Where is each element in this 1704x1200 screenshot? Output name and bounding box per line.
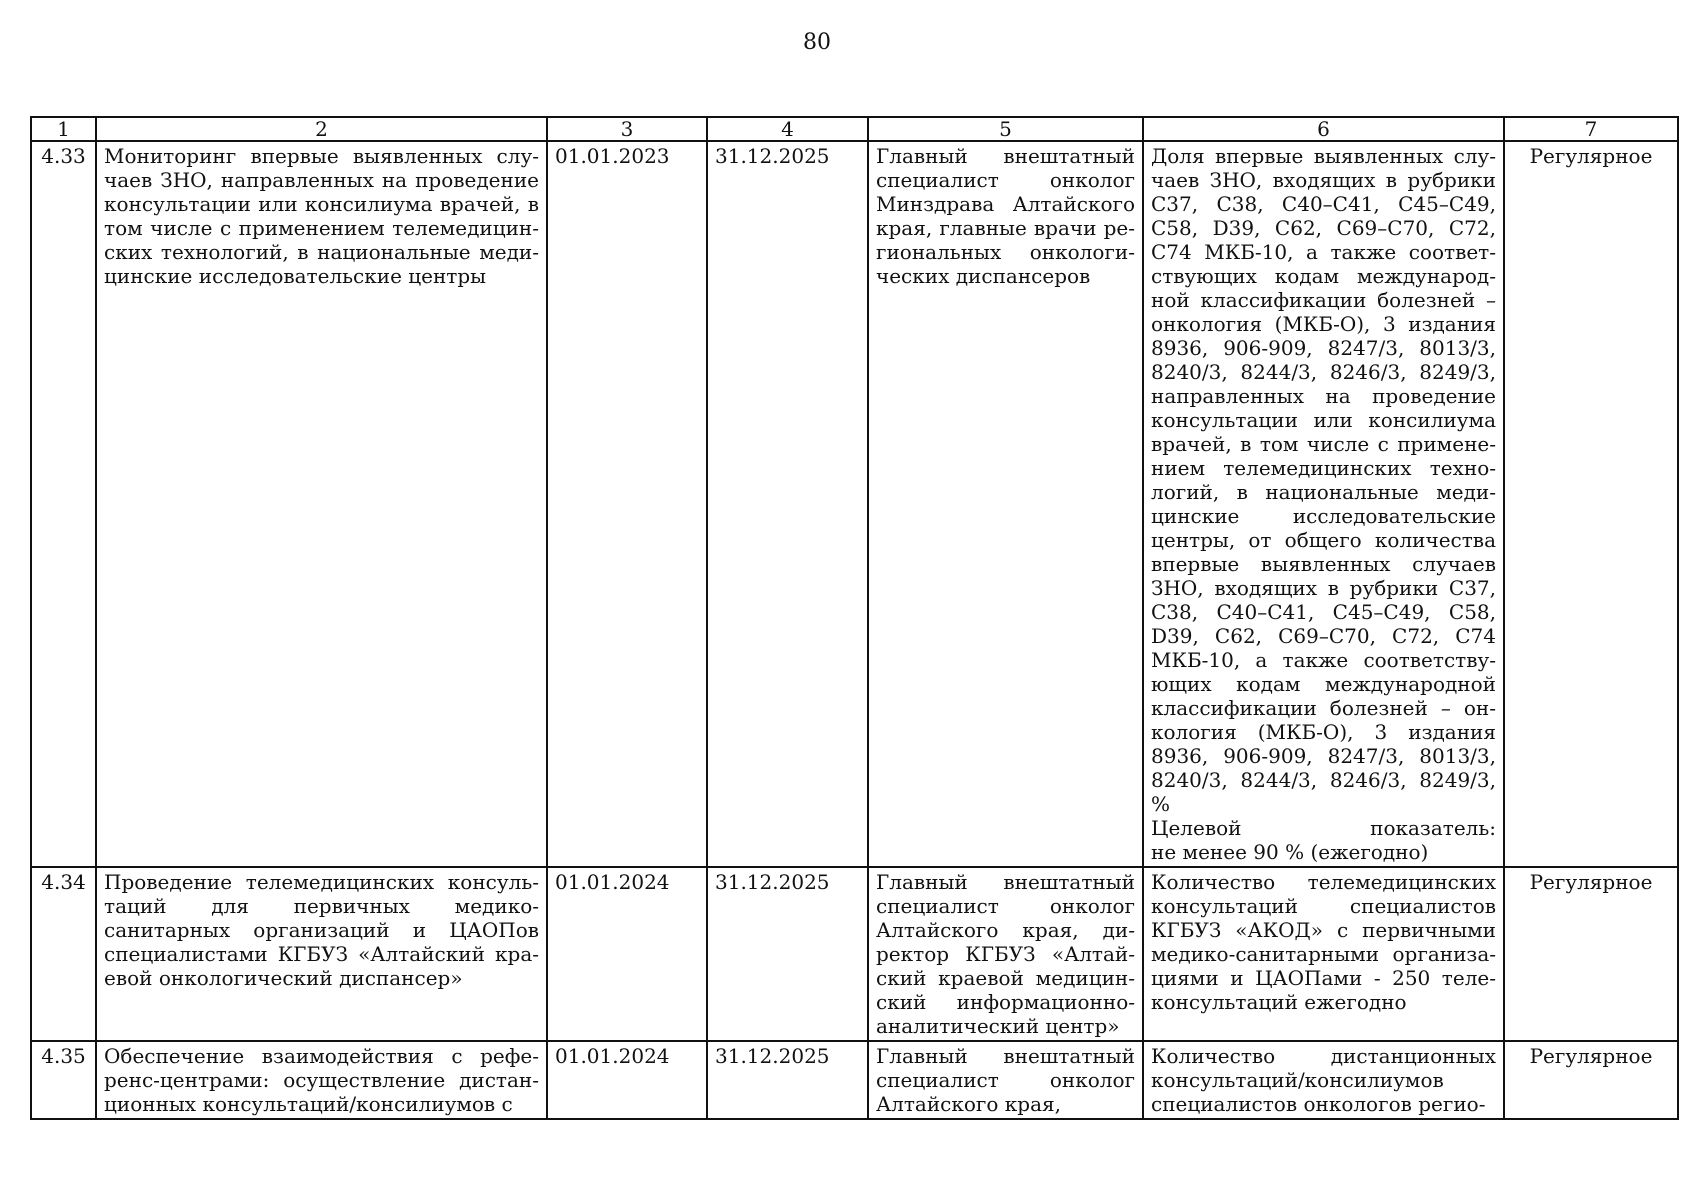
text-line: чаев ЗНО, входящих в рубрики [1151, 168, 1496, 192]
text-line: онкология (МКБ-О), 3 издания [1151, 312, 1496, 336]
type-cell: Регулярное [1504, 141, 1678, 867]
text-line: Количество телемедицинских [1151, 870, 1496, 894]
text-line: С58, D39, С62, С69–С70, С72, [1151, 216, 1496, 240]
type-cell: Регулярное [1504, 1041, 1678, 1119]
text-line: ректор КГБУЗ «Алтай- [876, 942, 1135, 966]
text-line: медико-санитарными организа- [1151, 942, 1496, 966]
text-line: ствующих кодам международ- [1151, 264, 1496, 288]
header-cell: 4 [707, 117, 868, 141]
text-line: ренс-центрами: осуществление дистан- [104, 1068, 539, 1092]
text-line: С37, С38, С40–С41, С45–С49, [1151, 192, 1496, 216]
header-row [31, 117, 1678, 141]
text-line: врачей, в том числе с примене- [1151, 432, 1496, 456]
start-date-cell: 01.01.2024 [547, 1041, 707, 1119]
event-cell [96, 867, 547, 1041]
row-number-cell: 4.34 [31, 867, 96, 1041]
text-line: ских технологий, в национальные меди- [104, 240, 539, 264]
responsible-cell [868, 1041, 1143, 1119]
text-line: специалистами КГБУЗ «Алтайский кра- [104, 942, 539, 966]
text-line: ческих диспансеров [876, 264, 1091, 288]
event-cell [96, 1041, 547, 1119]
text-line: впервые выявленных случаев [1151, 552, 1496, 576]
text-line: не менее 90 % (ежегодно) [1151, 840, 1429, 864]
text-line: ЗНО, входящих в рубрики С37, [1151, 576, 1496, 600]
text-line: С74 МКБ-10, а также соответ- [1151, 240, 1496, 264]
page-number: 80 [803, 30, 831, 55]
header-cell: 2 [96, 117, 547, 141]
text-line: 8240/3, 8244/3, 8246/3, 8249/3, [1151, 768, 1496, 792]
text-line: таций для первичных медико- [104, 894, 539, 918]
text-line: Минздрава Алтайского [876, 192, 1135, 216]
text-line: специалист онколог [876, 894, 1135, 918]
header-cell: 5 [868, 117, 1143, 141]
text-line: консультаций/консилиумов [1151, 1068, 1444, 1092]
text-line: Количество дистанционных [1151, 1044, 1496, 1068]
text-line: 8936, 906-909, 8247/3, 8013/3, [1151, 336, 1496, 360]
text-line: Мониторинг впервые выявленных слу- [104, 144, 539, 168]
table-row [31, 867, 1678, 1041]
text-line: центры, от общего количества [1151, 528, 1496, 552]
text-line: МКБ-10, а также соответству- [1151, 648, 1496, 672]
text-line: Главный внештатный [876, 870, 1135, 894]
text-line: специалистов онкологов регио- [1151, 1092, 1486, 1116]
text-line: классификации болезней – он- [1151, 696, 1496, 720]
start-date-cell: 01.01.2023 [547, 141, 707, 867]
indicator-cell [1143, 867, 1504, 1041]
type-cell: Регулярное [1504, 867, 1678, 1041]
header-cell: 6 [1143, 117, 1504, 141]
text-line: логий, в национальные меди- [1151, 480, 1496, 504]
text-line: кология (МКБ-О), 3 издания [1151, 720, 1496, 744]
text-line: Проведение телемедицинских консуль- [104, 870, 539, 894]
text-line: гиональных онкологи- [876, 240, 1135, 264]
text-line: санитарных организаций и ЦАОПов [104, 918, 539, 942]
end-date-cell: 31.12.2025 [707, 1041, 868, 1119]
text-line: ной классификации болезней – [1151, 288, 1496, 312]
text-line: Главный внештатный [876, 1044, 1135, 1068]
text-line: циями и ЦАОПами - 250 теле- [1151, 966, 1496, 990]
row-number-cell: 4.33 [31, 141, 96, 867]
text-line: консультации или консилиума [1151, 408, 1496, 432]
end-date-cell: 31.12.2025 [707, 141, 868, 867]
text-line: нием телемедицинских техно- [1151, 456, 1496, 480]
event-cell [96, 141, 547, 867]
text-line: ский краевой медицин- [876, 966, 1135, 990]
indicator-cell [1143, 1041, 1504, 1119]
text-line: Главный внештатный [876, 144, 1135, 168]
text-line: направленных на проведение [1151, 384, 1496, 408]
text-line: чаев ЗНО, направленных на проведение [104, 168, 539, 192]
text-line: евой онкологический диспансер» [104, 966, 463, 990]
text-line: консультаций ежегодно [1151, 990, 1407, 1014]
text-line: консультации или консилиума врачей, в [104, 192, 539, 216]
text-line: С38, С40–С41, С45–С49, С58, [1151, 600, 1496, 624]
text-line: Целевой показатель: [1151, 816, 1496, 840]
text-line: цинские исследовательские центры [104, 264, 487, 288]
text-line: края, главные врачи ре- [876, 216, 1135, 240]
text-line: консультаций специалистов [1151, 894, 1496, 918]
text-line: % [1151, 792, 1171, 816]
text-line: специалист онколог [876, 1068, 1135, 1092]
row-number-cell: 4.35 [31, 1041, 96, 1119]
text-line: ционных консультаций/консилиумов с [104, 1092, 513, 1116]
text-line: КГБУЗ «АКОД» с первичными [1151, 918, 1496, 942]
text-line: Алтайского края, ди- [876, 918, 1135, 942]
measures-table [30, 116, 1679, 1120]
header-cell: 1 [31, 117, 96, 141]
header-cell: 7 [1504, 117, 1678, 141]
header-cell: 3 [547, 117, 707, 141]
text-line: Доля впервые выявленных слу- [1151, 144, 1496, 168]
text-line: Алтайского края, [876, 1092, 1061, 1116]
start-date-cell: 01.01.2024 [547, 867, 707, 1041]
text-line: Обеспечение взаимодействия с рефе- [104, 1044, 539, 1068]
table-row [31, 1041, 1678, 1119]
indicator-cell [1143, 141, 1504, 867]
end-date-cell: 31.12.2025 [707, 867, 868, 1041]
text-line: ющих кодам международной [1151, 672, 1496, 696]
text-line: 8240/3, 8244/3, 8246/3, 8249/3, [1151, 360, 1496, 384]
responsible-cell [868, 141, 1143, 867]
text-line: ский информационно- [876, 990, 1135, 1014]
responsible-cell [868, 867, 1143, 1041]
text-line: аналитический центр» [876, 1014, 1120, 1038]
text-line: D39, С62, С69–С70, С72, С74 [1151, 624, 1496, 648]
text-line: цинские исследовательские [1151, 504, 1496, 528]
text-line: 8936, 906-909, 8247/3, 8013/3, [1151, 744, 1496, 768]
text-line: специалист онколог [876, 168, 1135, 192]
text-line: том числе с применением телемедицин- [104, 216, 539, 240]
table-row [31, 141, 1678, 867]
